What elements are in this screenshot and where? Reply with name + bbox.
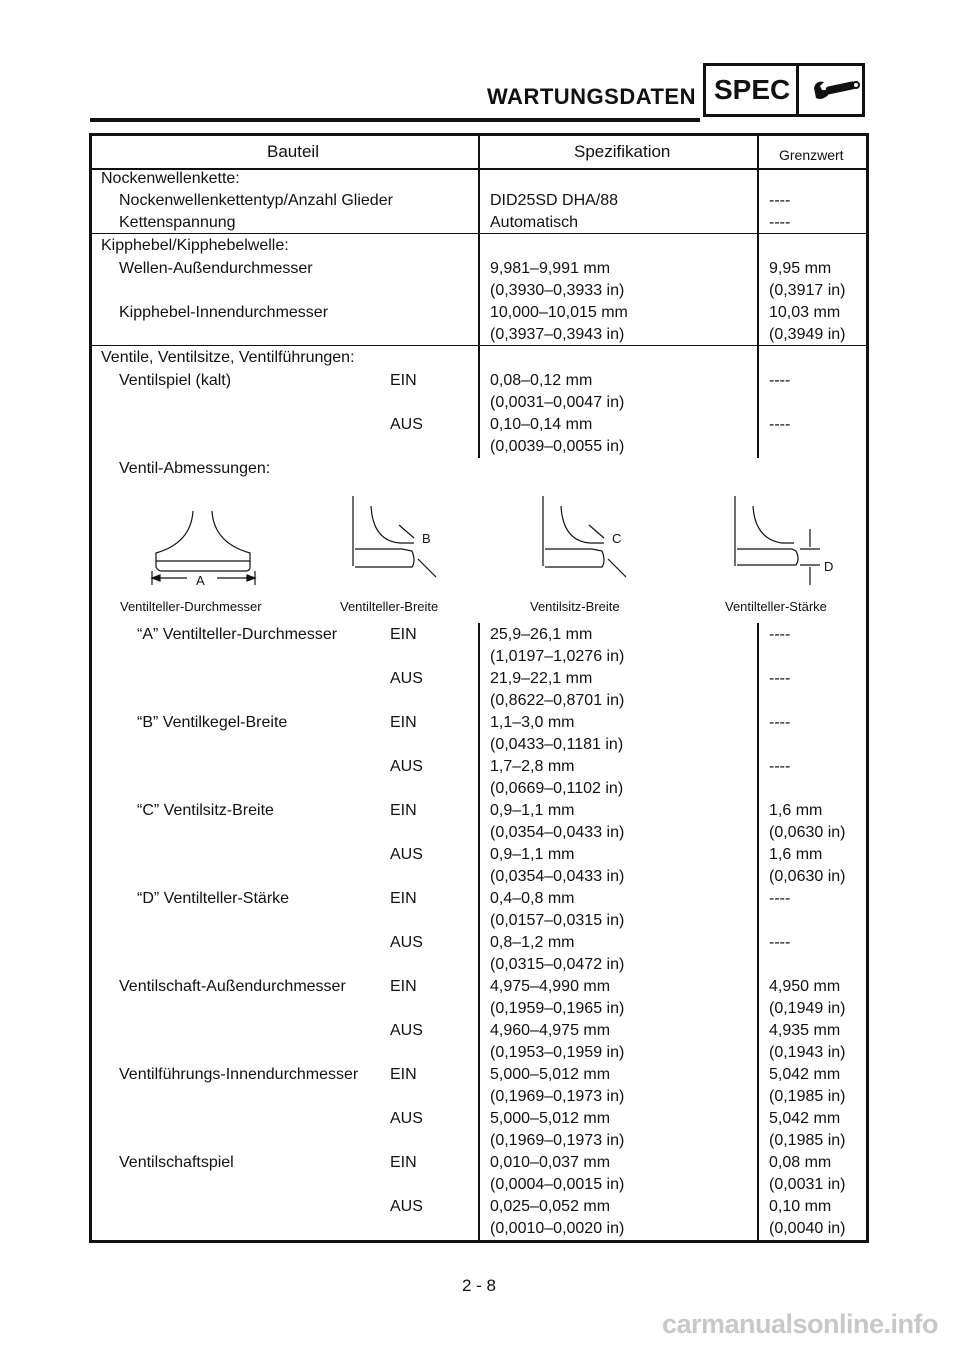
row-spec-inch: (0,0354–0,0433 in): [490, 868, 625, 885]
row-label: “B” Ventilkegel-Breite: [137, 714, 288, 731]
row-side: EIN: [390, 978, 417, 995]
row-limit: 4,950 mm: [769, 978, 841, 995]
row-spec: 1,1–3,0 mm: [490, 714, 575, 731]
header-rule: [90, 118, 700, 122]
row-side: AUS: [390, 934, 423, 951]
col-divider: [478, 136, 480, 169]
valve-diagram-b: [353, 496, 436, 577]
row-spec: 21,9–22,1 mm: [490, 670, 593, 687]
row-limit: ----: [769, 416, 791, 433]
row-limit: 9,95 mm: [769, 260, 832, 277]
valve-diagram-a: [152, 511, 255, 588]
letter-a: A: [196, 573, 205, 588]
row-spec-inch: (0,1959–0,1965 in): [490, 1000, 625, 1017]
row-limit: 1,6 mm: [769, 802, 823, 819]
row-side: AUS: [390, 670, 423, 687]
row-limit-inch: (0,1943 in): [769, 1044, 846, 1061]
row-limit: 5,042 mm: [769, 1110, 841, 1127]
row-label: Wellen-Außendurchmesser: [119, 260, 313, 277]
row-spec: 0,025–0,052 mm: [490, 1198, 611, 1215]
row-spec: 0,8–1,2 mm: [490, 934, 575, 951]
row-spec: 0,08–0,12 mm: [490, 372, 593, 389]
row-side: AUS: [390, 846, 423, 863]
page-title: WARTUNGSDATEN: [487, 84, 696, 109]
section-divider: [92, 345, 866, 346]
row-spec: DID25SD DHA/88: [490, 192, 619, 209]
row-spec-inch: (0,1953–0,1959 in): [490, 1044, 625, 1061]
row-label: “A” Ventilteller-Durchmesser: [137, 626, 338, 643]
row-spec-inch: (0,0039–0,0055 in): [490, 438, 625, 455]
row-label: Ventilschaft-Außendurchmesser: [119, 978, 346, 995]
col-header-limit: Grenzwert: [779, 147, 844, 163]
row-label: Ventilführungs-Innendurchmesser: [119, 1066, 359, 1083]
row-spec: 10,000–10,015 mm: [490, 304, 628, 321]
spec-divider: [796, 66, 799, 114]
row-spec: 4,975–4,990 mm: [490, 978, 611, 995]
row-side: EIN: [390, 802, 417, 819]
row-spec-inch: (0,0010–0,0020 in): [490, 1220, 625, 1237]
section-title: Ventile, Ventilsitze, Ventilführungen:: [101, 349, 355, 366]
row-spec-inch: (0,0157–0,0315 in): [490, 912, 625, 929]
row-spec-inch: (0,1969–0,1973 in): [490, 1088, 625, 1105]
row-limit: 0,08 mm: [769, 1154, 832, 1171]
row-side: AUS: [390, 1198, 423, 1215]
caption-c: Ventilsitz-Breite: [530, 599, 620, 614]
caption-b: Ventilteller-Breite: [340, 599, 439, 614]
row-label: “C” Ventilsitz-Breite: [137, 802, 274, 819]
row-spec: Automatisch: [490, 214, 579, 231]
watermark: carmanualsonline.info: [661, 1309, 938, 1339]
valve-diagram-d: [735, 496, 833, 585]
row-limit: ----: [769, 192, 791, 209]
row-limit-inch: (0,0630 in): [769, 824, 846, 841]
row-limit: ----: [769, 890, 791, 907]
row-spec-inch: (0,0315–0,0472 in): [490, 956, 625, 973]
row-limit-inch: (0,0031 in): [769, 1176, 846, 1193]
row-label: Ventilspiel (kalt): [119, 372, 232, 389]
letter-b: B: [422, 531, 431, 546]
row-spec: 5,000–5,012 mm: [490, 1066, 611, 1083]
col-divider: [478, 169, 480, 458]
row-spec-inch: (0,0031–0,0047 in): [490, 394, 625, 411]
row-limit: 1,6 mm: [769, 846, 823, 863]
row-limit: 10,03 mm: [769, 304, 841, 321]
row-limit: 0,10 mm: [769, 1198, 832, 1215]
spec-badge: [703, 63, 865, 117]
row-spec-inch: (1,0197–1,0276 in): [490, 648, 625, 665]
spec-label: SPEC: [714, 74, 791, 105]
row-limit: ----: [769, 758, 791, 775]
row-side: EIN: [390, 372, 417, 389]
wrench-icon: [812, 76, 862, 106]
row-label: Nockenwellenkettentyp/Anzahl Glieder: [119, 192, 393, 209]
row-side: EIN: [390, 626, 417, 643]
col-divider: [757, 169, 759, 458]
row-side: EIN: [390, 1066, 417, 1083]
row-side: EIN: [390, 1154, 417, 1171]
letter-c: C: [612, 531, 622, 546]
valve-diagram-c: [543, 496, 626, 577]
row-spec-inch: (0,3930–0,3933 in): [490, 282, 625, 299]
row-limit-inch: (0,0630 in): [769, 868, 846, 885]
row-limit: 5,042 mm: [769, 1066, 841, 1083]
section-title: Nockenwellenkette:: [101, 170, 240, 187]
row-side: EIN: [390, 714, 417, 731]
col-header-part: Bauteil: [267, 142, 319, 161]
row-limit-inch: (0,3917 in): [769, 282, 846, 299]
row-spec: 25,9–26,1 mm: [490, 626, 593, 643]
row-limit-inch: (0,0040 in): [769, 1220, 846, 1237]
letter-d: D: [824, 559, 834, 574]
caption-d: Ventilteller-Stärke: [725, 599, 827, 614]
row-spec: 1,7–2,8 mm: [490, 758, 575, 775]
spec-table: [89, 133, 869, 1243]
row-spec-inch: (0,0004–0,0015 in): [490, 1176, 625, 1193]
row-label: Ventilschaftspiel: [119, 1154, 234, 1171]
row-label: Kettenspannung: [119, 214, 236, 231]
row-limit-inch: (0,1985 in): [769, 1088, 846, 1105]
row-label: Ventil-Abmessungen:: [119, 460, 271, 477]
row-limit: ----: [769, 670, 791, 687]
row-spec-inch: (0,0669–0,1102 in): [490, 780, 624, 797]
col-divider: [478, 623, 480, 1243]
row-spec-inch: (0,0354–0,0433 in): [490, 824, 625, 841]
row-limit: ----: [769, 626, 791, 643]
row-side: AUS: [390, 758, 423, 775]
row-spec: 0,010–0,037 mm: [490, 1154, 611, 1171]
section-title: Kipphebel/Kipphebelwelle:: [101, 237, 289, 254]
row-limit: ----: [769, 372, 791, 389]
row-side: AUS: [390, 416, 423, 433]
col-header-spec: Spezifikation: [574, 142, 671, 161]
row-spec: 5,000–5,012 mm: [490, 1110, 611, 1127]
row-spec: 0,9–1,1 mm: [490, 802, 575, 819]
row-spec-inch: (0,3937–0,3943 in): [490, 326, 625, 343]
row-limit-inch: (0,3949 in): [769, 326, 846, 343]
row-limit-inch: (0,1949 in): [769, 1000, 846, 1017]
row-label: Kipphebel-Innendurchmesser: [119, 304, 329, 321]
row-limit-inch: (0,1985 in): [769, 1132, 846, 1149]
row-spec: 9,981–9,991 mm: [490, 260, 611, 277]
row-side: AUS: [390, 1022, 423, 1039]
col-divider: [757, 623, 759, 1243]
caption-a: Ventilteller-Durchmesser: [120, 599, 262, 614]
row-spec: 4,960–4,975 mm: [490, 1022, 611, 1039]
row-limit: ----: [769, 934, 791, 951]
row-side: EIN: [390, 890, 417, 907]
row-side: AUS: [390, 1110, 423, 1127]
row-spec: 0,10–0,14 mm: [490, 416, 593, 433]
row-limit: ----: [769, 714, 791, 731]
col-divider: [757, 136, 759, 169]
row-limit: 4,935 mm: [769, 1022, 841, 1039]
row-label: “D” Ventilteller-Stärke: [137, 890, 290, 907]
page-number: 2 - 8: [462, 1276, 497, 1295]
row-limit: ----: [769, 214, 791, 231]
row-spec-inch: (0,1969–0,1973 in): [490, 1132, 625, 1149]
row-spec: 0,9–1,1 mm: [490, 846, 575, 863]
row-spec-inch: (0,8622–0,8701 in): [490, 692, 625, 709]
row-spec-inch: (0,0433–0,1181 in): [490, 736, 624, 753]
row-spec: 0,4–0,8 mm: [490, 890, 575, 907]
